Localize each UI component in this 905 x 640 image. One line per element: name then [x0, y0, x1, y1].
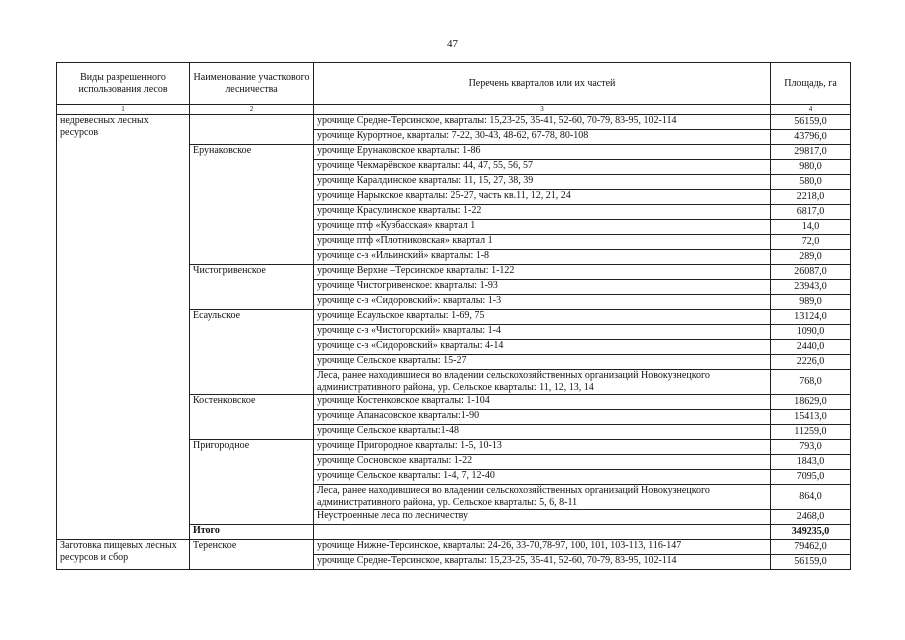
- quarters-cell: урочище Чистогривенское: кварталы: 1-93: [314, 280, 771, 295]
- quarters-cell: урочище Сельское кварталы: 1-4, 7, 12-40: [314, 470, 771, 485]
- header-quarters: Перечень кварталов или их частей: [314, 63, 771, 105]
- quarters-cell: урочище Средне-Терсинское, кварталы: 15,23-25, 35-41, 52-60, 70-79, 83-95, 102-114: [314, 115, 771, 130]
- quarters-cell: урочище с-з «Сидоровский» кварталы: 4-14: [314, 340, 771, 355]
- quarters-cell: урочище Курортное, кварталы: 7-22, 30-43, 48-62, 67-78, 80-108: [314, 130, 771, 145]
- area-cell: 7095,0: [771, 470, 851, 485]
- quarters-cell: урочище Пригородное кварталы: 1-5, 10-13: [314, 440, 771, 455]
- column-number: 4: [771, 105, 851, 115]
- header-row: [57, 63, 851, 105]
- area-cell: 15413,0: [771, 410, 851, 425]
- area-cell: 14,0: [771, 220, 851, 235]
- quarters-cell: урочище Апанасовское кварталы:1-90: [314, 410, 771, 425]
- table-row: [57, 540, 851, 555]
- area-cell: 2468,0: [771, 510, 851, 525]
- area-cell: 26087,0: [771, 265, 851, 280]
- quarters-cell: урочище Чекмарёвское кварталы: 44, 47, 55, 56, 57: [314, 160, 771, 175]
- area-cell: 23943,0: [771, 280, 851, 295]
- header-use-type: Виды разрешенного использования лесов: [57, 63, 190, 105]
- quarters-cell: Леса, ранее находившиеся во владении сельскохозяйственных организаций Новокузнецкого административного района, ур. Сельское кварталы: 11, 12, 13, 14: [314, 370, 771, 395]
- forestry-cell: Есаульское: [190, 310, 314, 395]
- area-cell: 72,0: [771, 235, 851, 250]
- quarters-cell: урочище с-з «Чистогорский» кварталы: 1-4: [314, 325, 771, 340]
- area-cell: 11259,0: [771, 425, 851, 440]
- forestry-cell: Чистогривенское: [190, 265, 314, 310]
- area-cell: 580,0: [771, 175, 851, 190]
- area-cell: 79462,0: [771, 540, 851, 555]
- total-area: 349235,0: [771, 525, 851, 540]
- area-cell: 864,0: [771, 485, 851, 510]
- allotment-table: [56, 62, 851, 570]
- quarters-cell: урочище Каралдинское кварталы: 11, 15, 27, 38, 39: [314, 175, 771, 190]
- area-cell: 43796,0: [771, 130, 851, 145]
- area-cell: 793,0: [771, 440, 851, 455]
- area-cell: 1843,0: [771, 455, 851, 470]
- page-number: 47: [447, 38, 458, 50]
- total-label: Итого: [190, 525, 314, 540]
- forestry-cell: Костенковское: [190, 395, 314, 440]
- quarters-cell: урочище с-з «Ильинский» кварталы: 1-8: [314, 250, 771, 265]
- quarters-cell: [314, 525, 771, 540]
- forestry-cell: [190, 115, 314, 145]
- quarters-cell: урочище Сельское кварталы:1-48: [314, 425, 771, 440]
- quarters-cell: Неустроенные леса по лесничеству: [314, 510, 771, 525]
- area-cell: 6817,0: [771, 205, 851, 220]
- area-cell: 289,0: [771, 250, 851, 265]
- area-cell: 56159,0: [771, 115, 851, 130]
- header-area: Площадь, га: [771, 63, 851, 105]
- header-forestry: Наименование участкового лесничества: [190, 63, 314, 105]
- area-cell: 989,0: [771, 295, 851, 310]
- column-number-row: [57, 105, 851, 115]
- quarters-cell: урочище Средне-Терсинское, кварталы: 15,23-25, 35-41, 52-60, 70-79, 83-95, 102-114: [314, 555, 771, 570]
- quarters-cell: урочище Сосновское кварталы: 1-22: [314, 455, 771, 470]
- quarters-cell: урочище Ерунаковское кварталы: 1-86: [314, 145, 771, 160]
- area-cell: 1090,0: [771, 325, 851, 340]
- column-number: 1: [57, 105, 190, 115]
- quarters-cell: урочище Красулинское кварталы: 1-22: [314, 205, 771, 220]
- area-cell: 13124,0: [771, 310, 851, 325]
- quarters-cell: урочище Нижне-Терсинское, кварталы: 24-26, 33-70,78-97, 100, 101, 103-113, 116-147: [314, 540, 771, 555]
- use-type-cell: Заготовка пищевых лесных ресурсов и сбор: [57, 540, 190, 570]
- use-type-cell: недревесных лесных ресурсов: [57, 115, 190, 540]
- forestry-cell: Пригородное: [190, 440, 314, 525]
- column-number: 3: [314, 105, 771, 115]
- quarters-cell: урочище Верхне –Терсинское кварталы: 1-122: [314, 265, 771, 280]
- quarters-cell: урочище Нарыкское кварталы: 25-27, часть кв.11, 12, 21, 24: [314, 190, 771, 205]
- area-cell: 18629,0: [771, 395, 851, 410]
- area-cell: 56159,0: [771, 555, 851, 570]
- forestry-cell: Ерунаковское: [190, 145, 314, 265]
- area-cell: 768,0: [771, 370, 851, 395]
- area-cell: 980,0: [771, 160, 851, 175]
- quarters-cell: Леса, ранее находившиеся во владении сельскохозяйственных организаций Новокузнецкого административного района, ур. Сельское кварталы: 5, 6, 8-11: [314, 485, 771, 510]
- forestry-cell: Теренское: [190, 540, 314, 570]
- area-cell: 2218,0: [771, 190, 851, 205]
- quarters-cell: урочище птф «Кузбасская» квартал 1: [314, 220, 771, 235]
- area-cell: 2440,0: [771, 340, 851, 355]
- quarters-cell: урочище Есаульское кварталы: 1-69, 75: [314, 310, 771, 325]
- area-cell: 2226,0: [771, 355, 851, 370]
- area-cell: 29817,0: [771, 145, 851, 160]
- quarters-cell: урочище Костенковское кварталы: 1-104: [314, 395, 771, 410]
- table-row: [57, 115, 851, 130]
- quarters-cell: урочище птф «Плотниковская» квартал 1: [314, 235, 771, 250]
- quarters-cell: урочище с-з «Сидоровский»: кварталы: 1-3: [314, 295, 771, 310]
- column-number: 2: [190, 105, 314, 115]
- quarters-cell: урочище Сельское кварталы: 15-27: [314, 355, 771, 370]
